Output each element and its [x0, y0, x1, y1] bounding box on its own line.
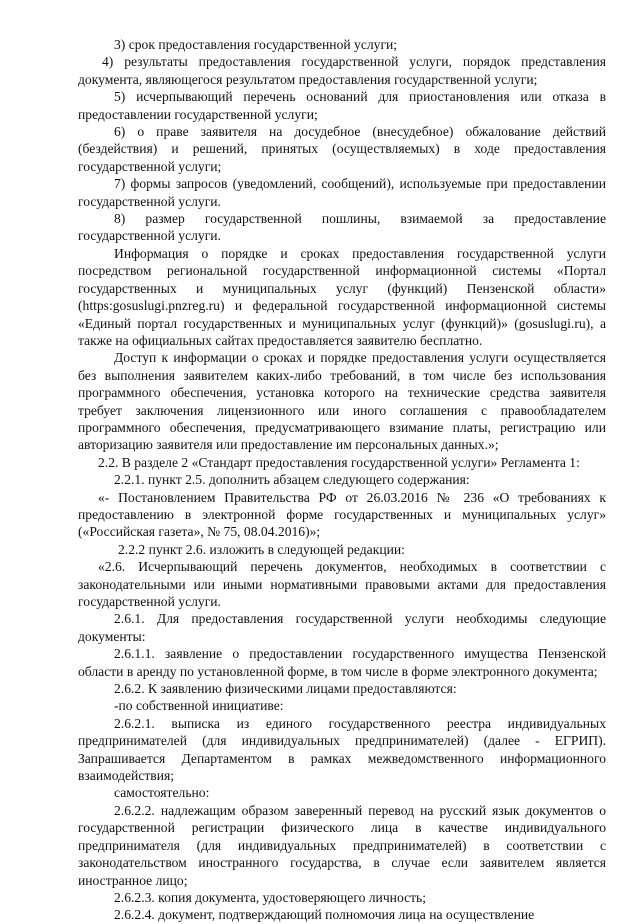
paragraph-2-6: «2.6. Исчерпывающий перечень документов, необходимых в соответствии с законодательными или иными нормативными правовыми актами для предоставления государственной услуги.: [78, 559, 606, 609]
paragraph-section-2-2: 2.2. В разделе 2 «Стандарт предоставления государственной услуги» Регламента 1:: [98, 454, 580, 470]
paragraph-2-6-2-1: 2.6.2.1. выписка из единого государственного реестра индивидуальных предпринимателей (для индивидуальных предпринимателей) (далее - ЕГРИП). Запрашивается Департаментом в рамках межведомственного информационного взаимодействия;: [78, 715, 606, 784]
document-page: [78, 36, 606, 924]
paragraph-access: Доступ к информации о сроках и порядке предоставления услуги осуществляется без выполнения заявителем каких-либо требований, в том числе без использования программного обеспечения, установка которого на технические средства заявителя требует заключения лицензионного или иного соглашения с правообладателем программного обеспечения, предусматривающего взимание платы, регистрацию или авторизацию заявителя или предоставление им персональных данных.»;: [78, 350, 606, 453]
paragraph-2-6-1-1: 2.6.1.1. заявление о предоставлении государственного имущества Пензенской области в аренду по установленной форме, в том числе в форме электронного документа;: [78, 646, 606, 679]
paragraph-2-2-1: 2.2.1. пункт 2.5. дополнить абзацем следующего содержания:: [114, 472, 470, 488]
paragraph-2-2-2: 2.2.2 пункт 2.6. изложить в следующей редакции:: [118, 541, 405, 557]
list-item-appeal: 6) о праве заявителя на досудебное (внесудебное) обжалование действий (бездействия) и решений, принятых (осуществляемых) в ходе предоставления государственной услуги;: [78, 124, 606, 174]
paragraph-info-portals: Информация о порядке и сроках предоставления государственной услуги посредством региональной государственной информационной системы «Портал государственных и муниципальных услуг (функций) Пензенской области» (https:gosuslugi.pnzreg.ru) и федеральной государственной информационной системы «Единый портал государственных и муниципальных услуг (функций)» (gosuslugi.ru), а также на официальных сайтах предоставляется заявителю бесплатно.: [78, 245, 606, 348]
paragraph-independently: самостоятельно:: [114, 785, 210, 801]
paragraph-2-6-2-2: 2.6.2.2. надлежащим образом заверенный перевод на русский язык документов о государственной регистрации физического лица в качестве индивидуального предпринимателя (для индивидуальных предпринимателей) в соответствии с законодательством иностранного государства, в случае если заявителем является иностранное лицо;: [78, 802, 606, 888]
paragraph-2-6-1: 2.6.1. Для предоставления государственной услуги необходимы следующие документы:: [78, 611, 606, 644]
list-item-results: 4) результаты предоставления государственной услуги, порядок представления документа, являющегося результатом предоставления государственной услуги;: [78, 54, 606, 87]
paragraph-2-6-2-4: 2.6.2.4. документ, подтверждающий полномочия лица на осуществление: [114, 907, 535, 923]
paragraph-own-initiative: -по собственной инициативе:: [114, 698, 284, 714]
list-item-request-forms: 7) формы запросов (уведомлений, сообщений), используемые при предоставлении государственной услуги.: [78, 176, 606, 209]
list-item-deadline: 3) срок предоставления государственной услуги;: [114, 37, 398, 52]
paragraph-2-6-2-3: 2.6.2.3. копия документа, удостоверяющего личность;: [114, 889, 427, 905]
list-item-grounds: 5) исчерпывающий перечень оснований для приостановления или отказа в предоставлении государственной услуги;: [78, 89, 606, 122]
paragraph-quote-decree: «- Постановлением Правительства РФ от 26.03.2016 № 236 «О требованиях к предоставлению в электронной форме государственных и муниципальных услуг» («Российская газета», № 75, 08.04.2016)»;: [78, 489, 606, 540]
list-item-fee: 8) размер государственной пошлины, взимаемой за предоставление государственной услуги.: [78, 211, 606, 244]
paragraph-2-6-2: 2.6.2. К заявлению физическими лицами предоставляются:: [114, 681, 457, 697]
